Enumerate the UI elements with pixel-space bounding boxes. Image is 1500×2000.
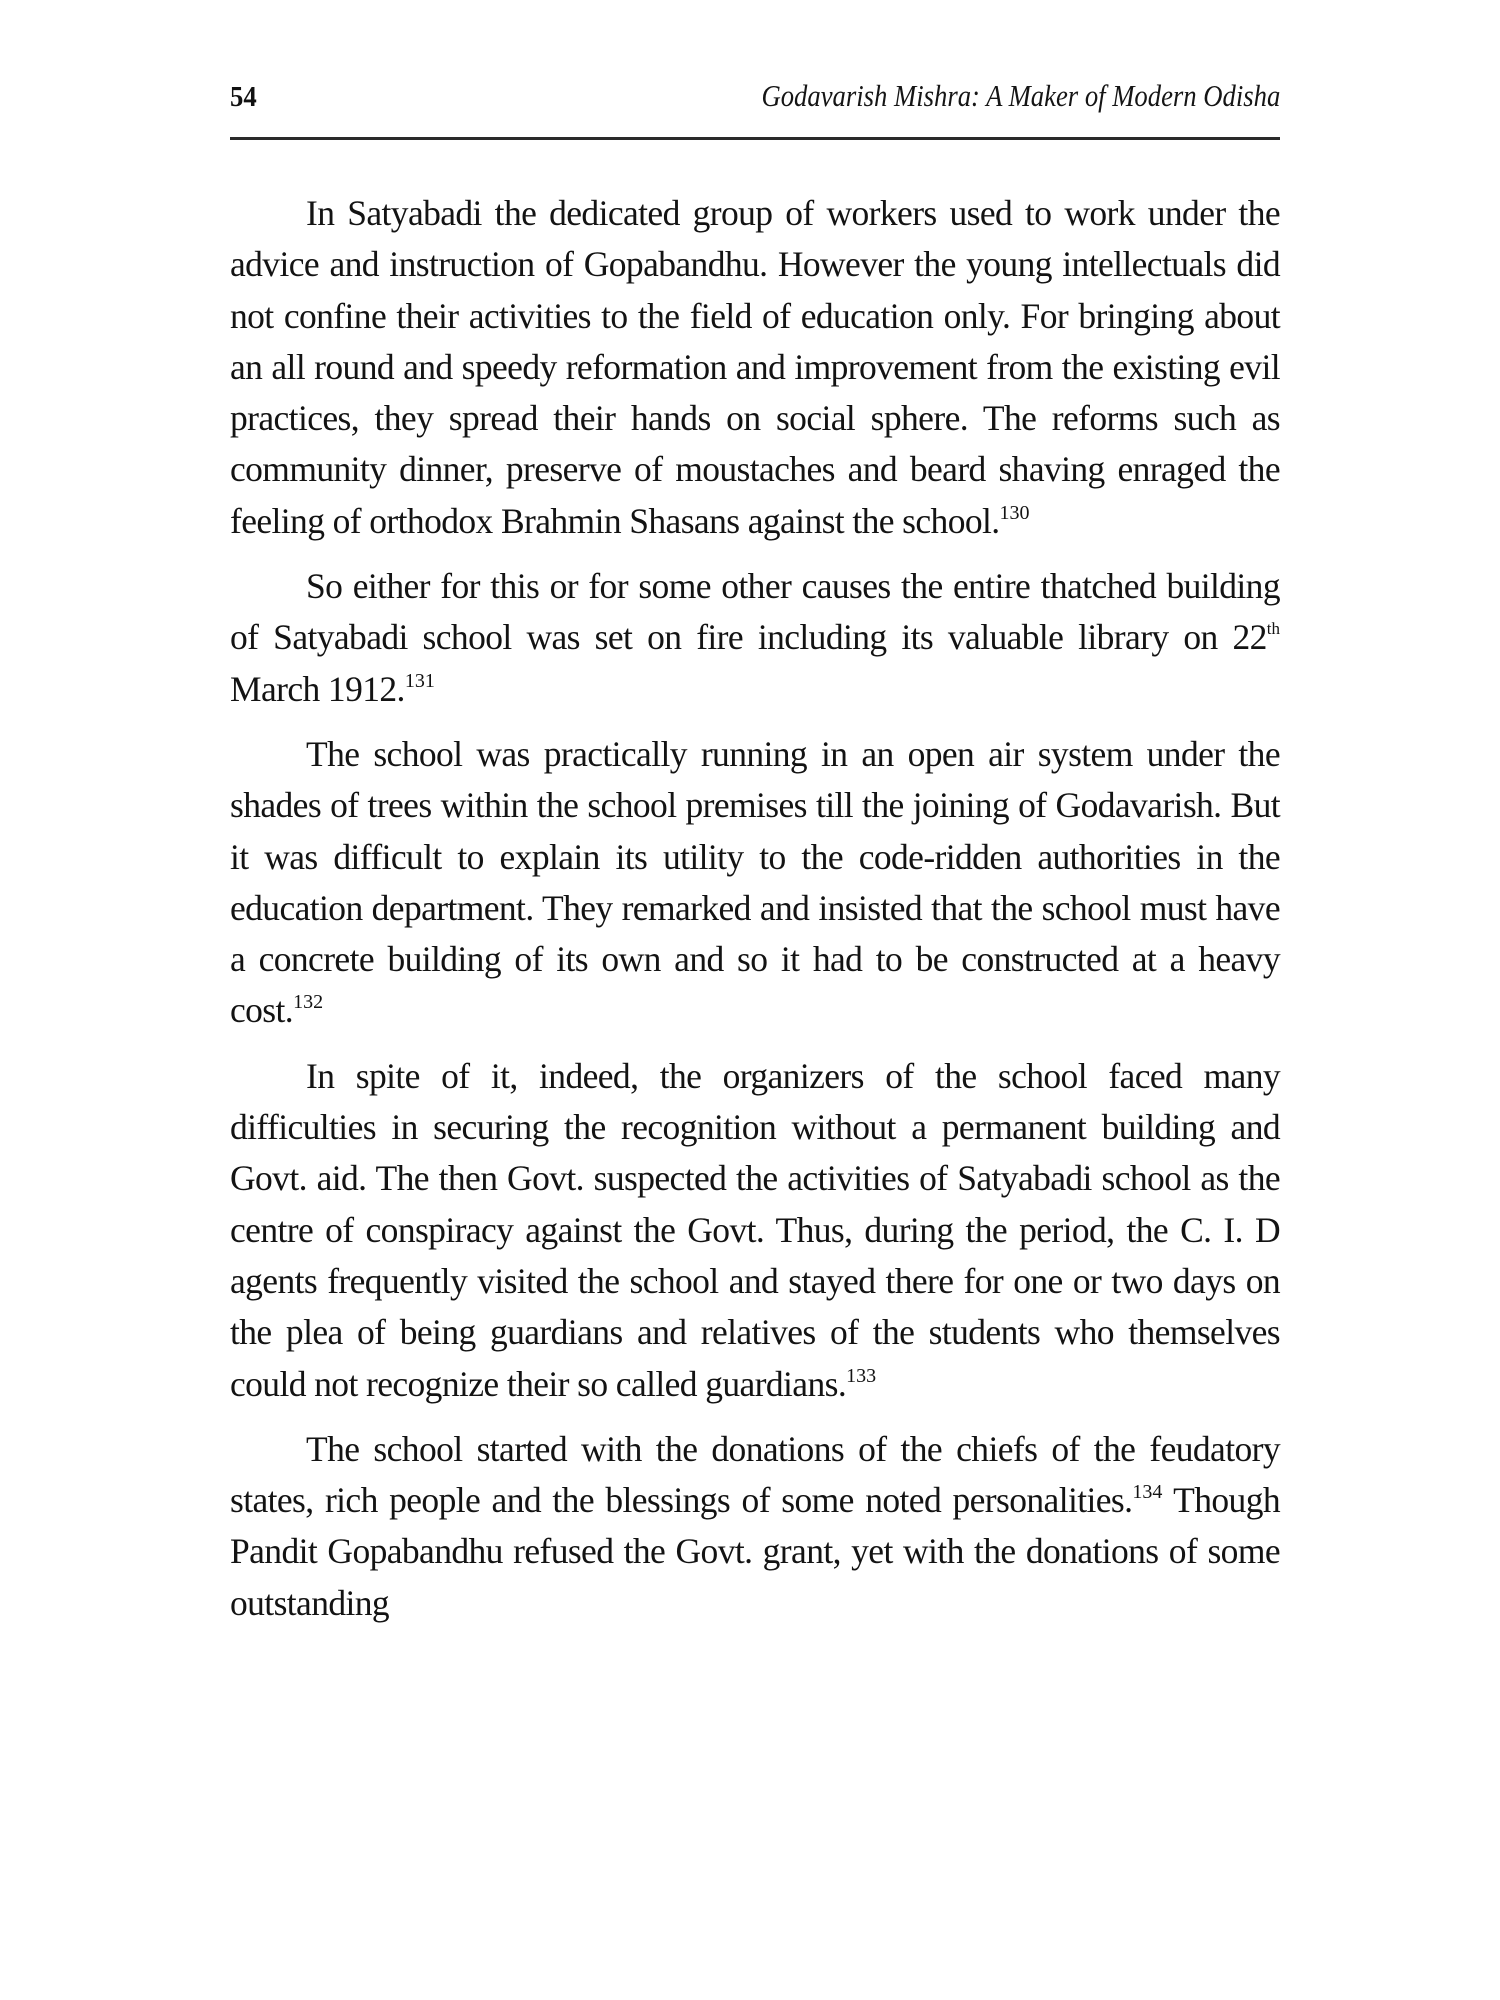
footnote-marker: 130 [999,501,1030,524]
running-header [230,70,1280,128]
paragraph-3 [230,729,1280,1037]
paragraph-5 [230,1424,1280,1629]
body-text [230,188,1280,1629]
header-rule [230,137,1280,140]
paragraph-text: In Satyabadi the dedicated group of workers used to work under the advice and instruction of Gopabandhu. However the young intellectuals did not confine their activities to the field of education only. For bringing about an all round and speedy reformation and improvement from the existing evil practices, they spread their hands on social sphere. The reforms such as community dinner, preserve of moustaches and beard shaving enraged the feeling of orthodox Brahmin Shasans against the school. [230,193,1280,541]
paragraph-2 [230,561,1280,715]
footnote-marker: 134 [1132,1481,1163,1504]
paragraph-text: The school was practically running in an open air system under the shades of trees within the school premises till the joining of Godavarish. But it was difficult to explain its utility to the code-ridden authorities in the education department. They remarked and insisted that the school must have a concrete building of its own and so it had to be constructed at a heavy cost. [230,733,1280,1031]
ordinal-suffix: th [1266,619,1280,639]
paragraph-text: The school started with the donations of the chiefs of the feudatory states, rich people and the blessings of some noted personalities. [230,1428,1280,1521]
running-title: Godavarish Mishra: A Maker of Modern Odisha [761,78,1280,113]
paragraph-4 [230,1051,1280,1410]
paragraph-text: So either for this or for some other causes the entire thatched building of Satyabadi school was set on fire including its valuable library on 22 [230,566,1280,658]
footnote-marker: 133 [846,1364,877,1387]
paragraph-1 [230,188,1280,547]
paragraph-text: March 1912. [230,668,405,709]
page-number: 54 [230,81,257,113]
footnote-marker: 132 [293,991,324,1014]
paragraph-text: Though Pandit Gopabandhu refused the Govt. grant, yet with the donations of some outstanding [230,1480,1280,1623]
paragraph-text: In spite of it, indeed, the organizers of the school faced many difficulties in securing the recognition without a permanent building and Govt. aid. The then Govt. suspected the activities of Satyabadi school as the centre of conspiracy against the Govt. Thus, during the period, the C. I. D agents frequently visited the school and stayed there for one or two days on the plea of being guardians and relatives of the students who themselves could not recognize their so called guardians. [230,1055,1280,1404]
footnote-marker: 131 [404,669,435,692]
book-page [230,70,1280,1643]
